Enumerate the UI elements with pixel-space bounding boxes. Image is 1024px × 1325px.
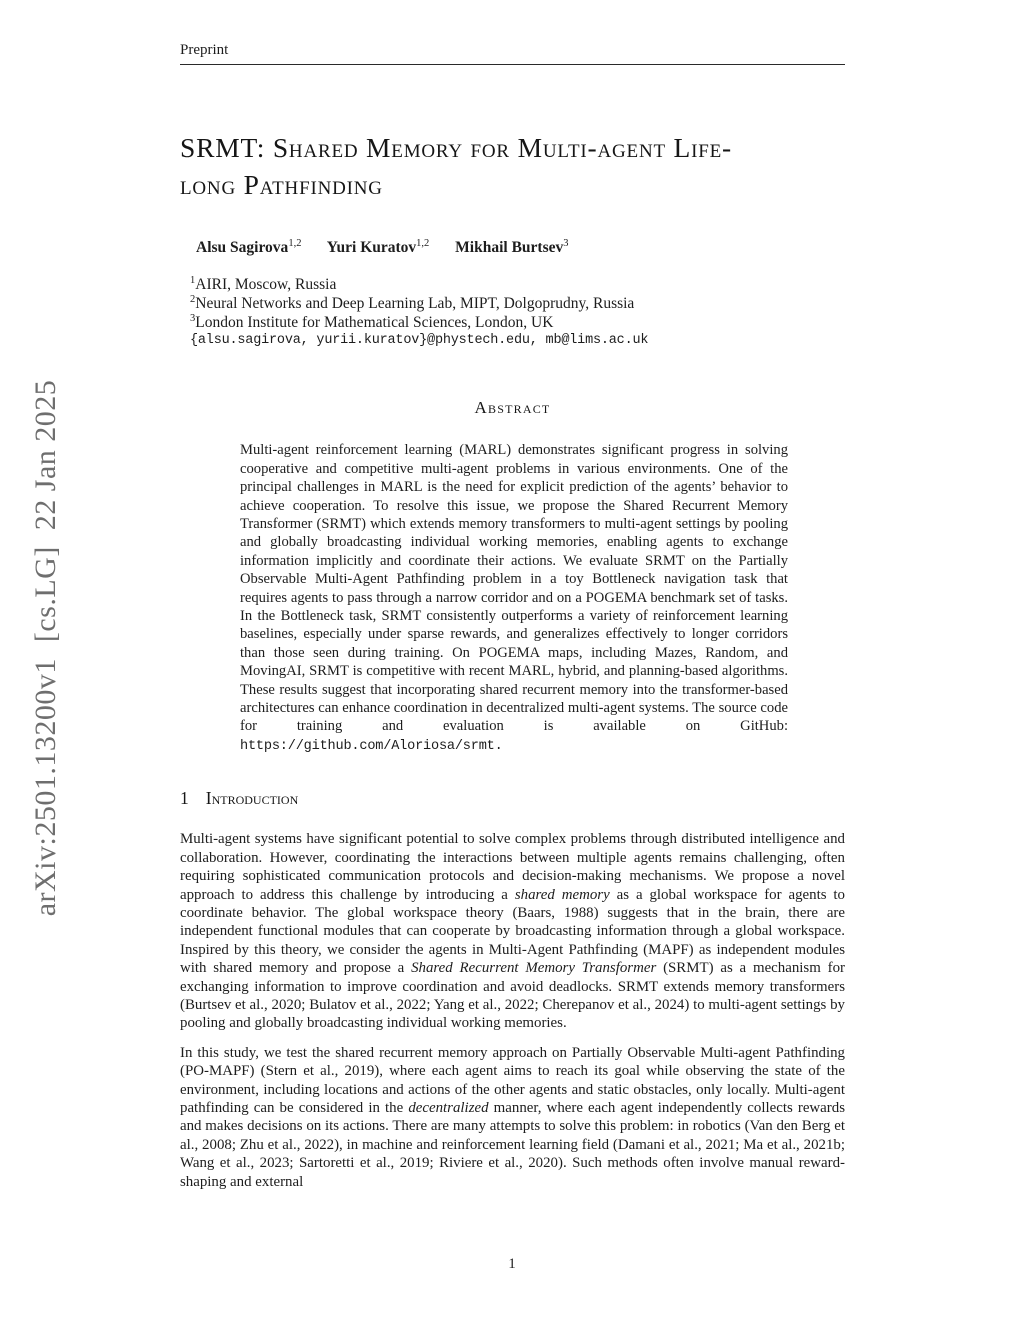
affiliation-1-text: AIRI, Moscow, Russia <box>195 276 337 293</box>
page-content <box>180 0 845 1191</box>
page-number: 1 <box>508 1256 516 1272</box>
section-1-number: 1 <box>180 788 189 809</box>
intro-paragraph-2 <box>180 1044 845 1191</box>
author-3-name: Mikhail Burtsev <box>455 239 564 256</box>
text-segment: Shared Recurrent Memory Transformer <box>411 960 657 977</box>
text-segment: decentralized <box>408 1099 489 1116</box>
arxiv-watermark: arXiv:2501.13200v1 [cs.LG] 22 Jan 2025 <box>29 379 62 917</box>
author-1 <box>196 239 301 256</box>
author-2-affil-sup: 1,2 <box>416 237 430 249</box>
preprint-header <box>180 42 845 65</box>
affiliation-2-text: Neural Networks and Deep Learning Lab, MIPT, Dolgoprudny, Russia <box>195 294 635 312</box>
paper-title <box>180 129 845 203</box>
abstract-body <box>240 441 788 756</box>
github-url-link[interactable]: https://github.com/Aloriosa/srmt. <box>240 738 503 754</box>
affiliation-2-sup: 2 <box>190 293 196 305</box>
text-segment: Multi-agent systems have significant potential to solve complex problems through distributed intelligence and collaboration. However, coordinating the interactions between multiple agents remains challenging, often requiring sophisticated communication protocols and decision-making mechanisms. We propose a novel approach to address this challenge by introducing a <box>180 831 845 903</box>
affiliation-1 <box>190 276 845 295</box>
affiliation-3-text: London Institute for Mathematical Sciences, London, UK <box>195 313 554 331</box>
intro-paragraph-1 <box>180 830 845 1032</box>
text-segment: as a global workspace for agents to coordinate behavior. The global workspace theory (Baars, 1988) suggests that in the brain, there are independent functional modules that can cooperate by broadcasting information through a global workspace. Inspired by this theory, we consider the agents in Multi-Agent Pathfinding (MAPF) as independent modules with shared memory and propose a <box>180 886 846 977</box>
text-segment: Multi-agent reinforcement learning (MARL) demonstrates significant progress in solving cooperative and competitive multi-agent problems in various environments. One of the principal challenges in MARL is the need for explicit prediction of the agents’ behavior to achieve cooperation. To resolve this issue, we propose the Shared Recurrent Memory Transformer (SRMT) which extends memory transformers to multi-agent settings by pooling and globally broadcasting individual working memories, enabling agents to exchange information implicitly and coordinate their actions. We evaluate SRMT on the Partially Observable Multi-Agent Pathfinding problem in a toy Bottleneck navigation task that requires agents to pass through a narrow corridor and on a POGEMA benchmark set of tasks. In the Bottleneck task, SRMT consistently outperforms a variety of reinforcement learning baselines, especially under sparse rewards, and generalizes effectively to longer corridors than those seen during training. On POGEMA maps, including Mazes, Random, and MovingAI, SRMT is competitive with recent MARL, hybrid, and planning-based algorithms. These results suggest that incorporating shared recurrent memory into the transformer-based architectures can enhance coordination in decentralized multi-agent systems. The source code for training and evaluation is available on GitHub: <box>240 442 788 735</box>
text-segment: (SRMT) as a mechanism for exchanging information to improve coordination and avoid deadlocks. SRMT extends memory transformers (Burtsev et al., 2020; Bulatov et al., 2022; Yang et al., 2022; Cherepanov et al., 2024) to multi-agent settings by pooling and globally broadcasting individual working memories. <box>180 960 845 1032</box>
section-1-title: Introduction <box>205 788 299 809</box>
text-segment: shared memory <box>514 886 610 903</box>
author-3 <box>455 239 568 256</box>
author-1-affil-sup: 1,2 <box>288 237 302 249</box>
author-2 <box>327 239 430 256</box>
text-segment: In this study, we test the shared recurrent memory approach on Partially Observable Multi-agent Pathfinding (PO-MAPF) (Stern et al., 2019), where each agent aims to reach its goal while observing the state of the environment, including locations and actions of the other agents and static obstacles, only locally. Multi-agent pathfinding can be considered in the <box>180 1044 845 1116</box>
abstract-heading: Abstract <box>474 398 551 418</box>
author-2-name: Yuri Kuratov <box>326 239 417 256</box>
affiliation-1-sup: 1 <box>190 274 196 286</box>
affiliation-3-sup: 3 <box>190 312 196 324</box>
author-emails: {alsu.sagirova, yurii.kuratov}@phystech.edu, mb@lims.ac.uk <box>190 333 649 349</box>
section-1-heading <box>180 788 845 809</box>
affiliations-block <box>190 276 845 332</box>
author-3-affil-sup: 3 <box>563 237 569 249</box>
preprint-label: Preprint <box>180 42 229 58</box>
paper-title-line2: long Pathfinding <box>180 169 383 200</box>
affiliation-2 <box>190 295 845 314</box>
authors-row <box>196 239 845 257</box>
author-1-name: Alsu Sagirova <box>196 239 289 256</box>
paper-title-line1: SRMT: Shared Memory for Multi-agent Life- <box>180 132 733 163</box>
affiliation-3 <box>190 314 845 333</box>
text-segment: manner, where each agent independently collects rewards and makes decisions on its actions. There are many attempts to solve this problem: in robotics (Van den Berg et al., 2008; Zhu et al., 2022), in machine and reinforcement learning field (Damani et al., 2021; Ma et al., 2021b; Wang et al., 2023; Sartoretti et al., 2019; Riviere et al., 2020). Such methods often involve manual reward-shaping and external <box>180 1099 845 1190</box>
